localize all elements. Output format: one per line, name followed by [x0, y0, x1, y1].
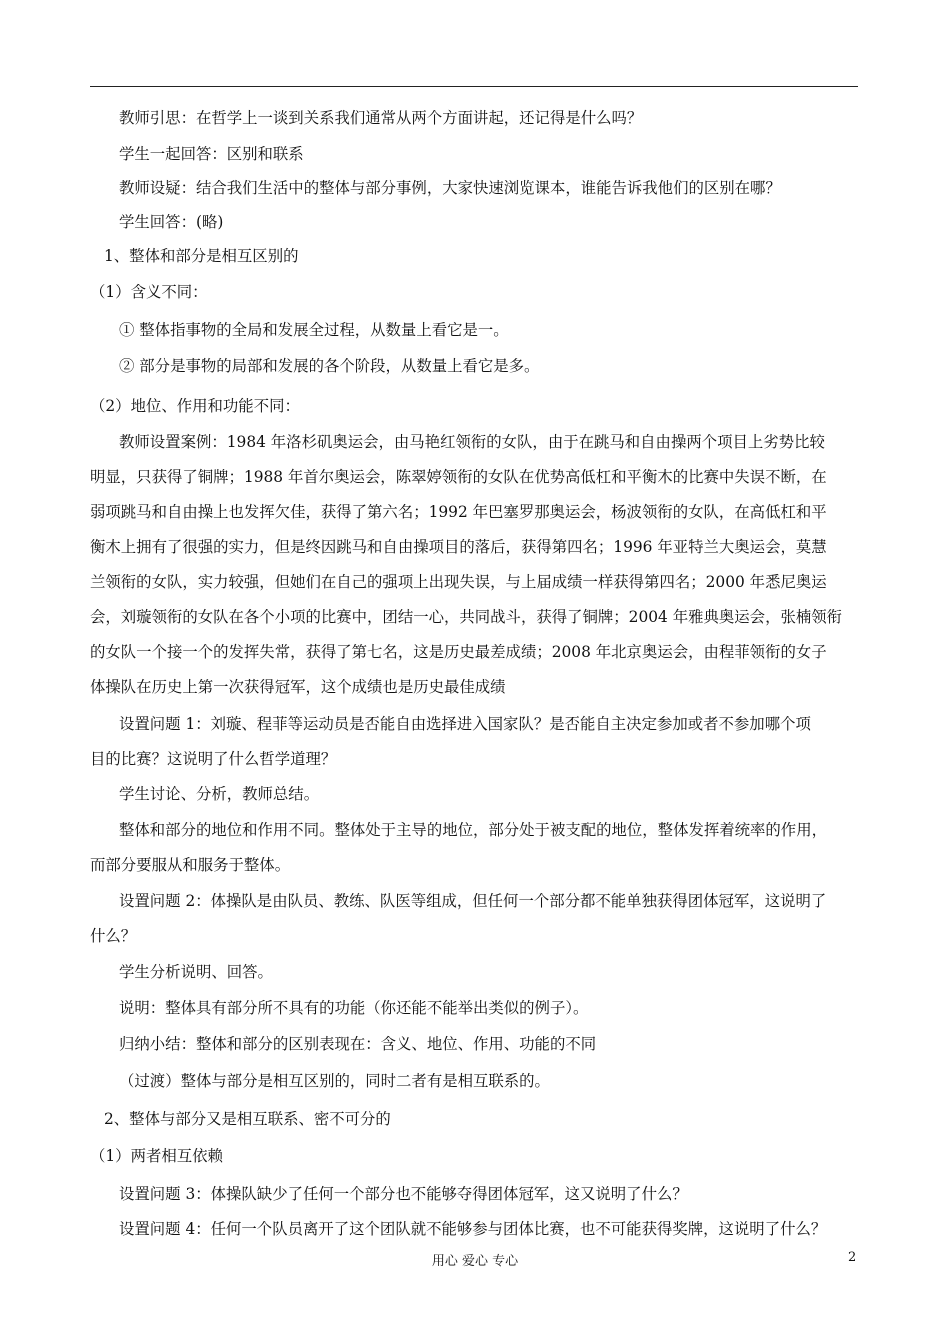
subheading: （1）含义不同： — [90, 283, 208, 301]
text-line: 衡木上拥有了很强的实力，但是终因跳马和自由操项目的落后，获得第四名；1996 年亚特兰大奥运会，莫慧 — [90, 538, 827, 556]
text-line: 的女队一个接一个的发挥失常，获得了第七名，这是历史最差成绩；2008 年北京奥运会，由程菲领衔的女子 — [90, 643, 827, 661]
subheading: （2）地位、作用和功能不同： — [90, 397, 300, 415]
text-line: 教师设疑：结合我们生活中的整体与部分事例，大家快速浏览课本，谁能告诉我他们的区别在哪？ — [119, 179, 781, 197]
text-line: 兰领衔的女队，实力较强，但她们在自己的强项上出现失误，与上届成绩一样获得第四名；2000 年悉尼奥运 — [90, 573, 827, 591]
section-heading: 2、整体与部分又是相互联系、密不可分的 — [104, 1110, 391, 1128]
text-line: 而部分要服从和服务于整体。 — [90, 856, 291, 874]
text-line: （过渡）整体与部分是相互区别的，同时二者有是相互联系的。 — [119, 1072, 550, 1090]
text-line: 明显，只获得了铜牌；1988 年首尔奥运会，陈翠婷领衔的女队在优势高低杠和平衡木的比赛中失误不断，在 — [90, 468, 827, 486]
text-line: 目的比赛？这说明了什么哲学道理？ — [90, 750, 337, 768]
text-line: ① 整体指事物的全局和发展全过程，从数量上看它是一。 — [119, 321, 509, 339]
text-line: 学生分析说明、回答。 — [119, 963, 273, 981]
text-line: 体操队在历史上第一次获得冠军，这个成绩也是历史最佳成绩 — [90, 678, 506, 696]
text-line: 设置问题 2：体操队是由队员、教练、队医等组成，但任何一个部分都不能单独获得团体冠军，这说明了 — [119, 892, 827, 910]
text-line: 教师设置案例：1984 年洛杉矶奥运会，由马艳红领衔的女队，由于在跳马和自由操两个项目上劣势比较 — [119, 433, 825, 451]
text-line: 教师引思：在哲学上一谈到关系我们通常从两个方面讲起，还记得是什么吗？ — [119, 109, 643, 127]
text-line: 学生讨论、分析，教师总结。 — [119, 785, 320, 803]
page-footer: 用心 爱心 专心 — [431, 1254, 519, 1269]
text-line: 归纳小结：整体和部分的区别表现在：含义、地位、作用、功能的不同 — [119, 1035, 597, 1053]
text-line: 会，刘璇领衔的女队在各个小项的比赛中，团结一心，共同战斗，获得了铜牌；2004 年雅典奥运会，张楠领衔 — [90, 608, 843, 626]
page-number: 2 — [848, 1250, 857, 1265]
text-line: 整体和部分的地位和作用不同。整体处于主导的地位，部分处于被支配的地位，整体发挥着统率的作用， — [119, 821, 827, 839]
text-line: 设置问题 4：任何一个队员离开了这个团队就不能够参与团体比赛，也不可能获得奖牌，这说明了什么？ — [119, 1220, 827, 1238]
text-line: 设置问题 1：刘璇、程菲等运动员是否能自由选择进入国家队？是否能自主决定参加或者不参加哪个项 — [119, 715, 811, 733]
subheading: （1）两者相互依赖 — [90, 1147, 223, 1165]
text-line: ② 部分是事物的局部和发展的各个阶段，从数量上看它是多。 — [119, 357, 540, 375]
text-line: 说明：整体具有部分所不具有的功能（你还能不能举出类似的例子）。 — [119, 999, 589, 1017]
header-rule — [90, 86, 858, 87]
section-heading: 1、整体和部分是相互区别的 — [104, 247, 299, 265]
text-line: 设置问题 3：体操队缺少了任何一个部分也不能够夺得团体冠军，这又说明了什么？ — [119, 1185, 688, 1203]
text-line: 学生回答：(略) — [119, 213, 224, 231]
text-line: 什么？ — [90, 927, 137, 945]
text-line: 弱项跳马和自由操上也发挥欠佳，获得了第六名；1992 年巴塞罗那奥运会，杨波领衔的女队，在高低杠和平 — [90, 503, 827, 521]
text-line: 学生一起回答：区别和联系 — [119, 145, 304, 163]
